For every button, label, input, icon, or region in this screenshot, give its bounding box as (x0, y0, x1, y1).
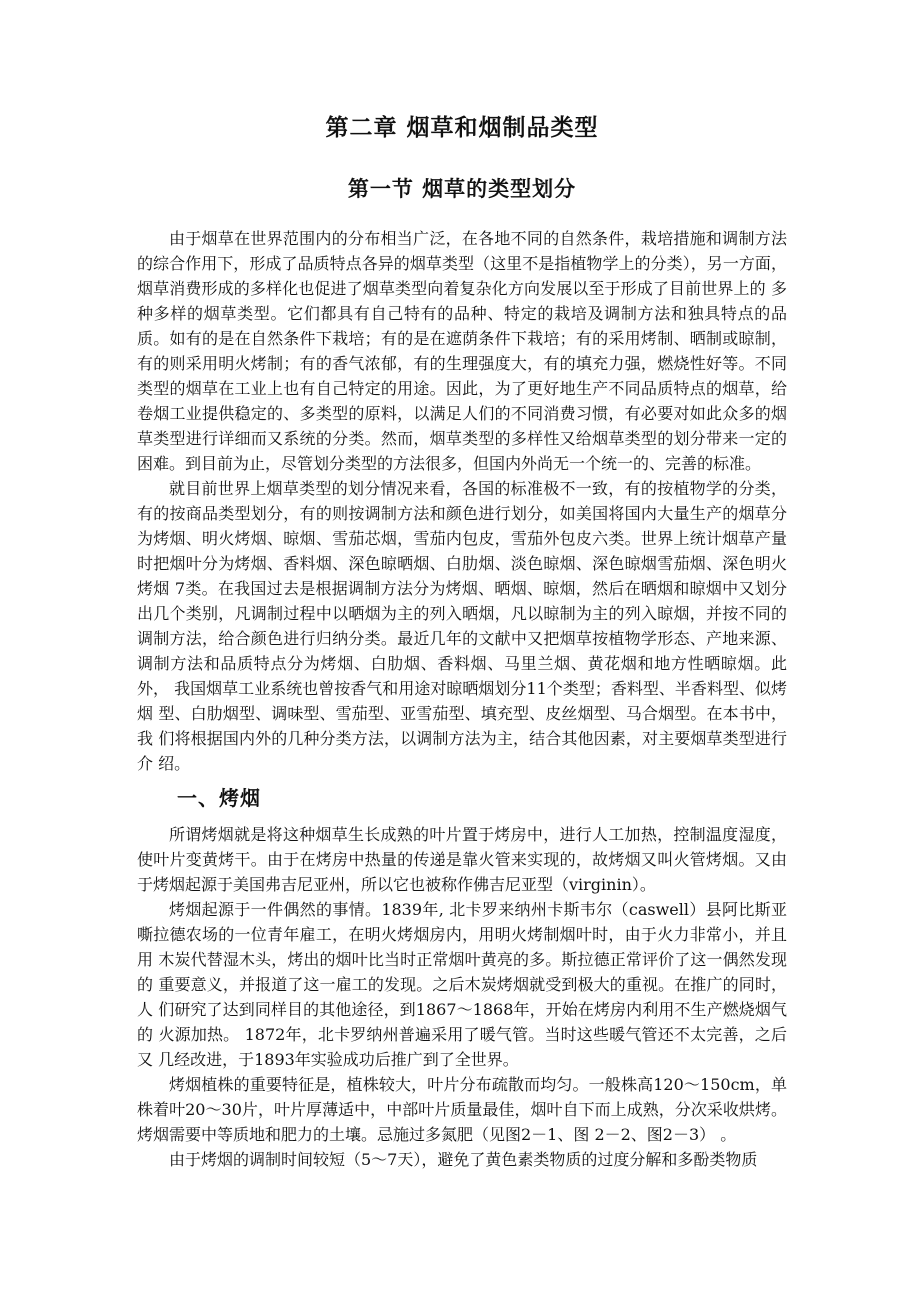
section-title: 第一节 烟草的类型划分 (347, 177, 577, 201)
paragraph: 由于烤烟的调制时间较短（5～7天），避免了黄色素类物质的过度分解和多酚类物质 (169, 1150, 758, 1169)
paragraph: 烤烟起源于一件偶然的事情。1839年, 北卡罗来纳州卡斯韦尔（caswell）县阿比斯亚嘶拉德农场的一位青年雇工，在明火烤烟房内，用明火烤制烟叶时，由于火力非常小，并且用 木炭代替湿木头，烤出的烟叶比当时正常烟叶黄亮的多。斯拉德正常评价了这一偶然发现的 重要意义，并报道了这一雇工的发现。之后木炭烤烟就受到极大的重视。在推广的同时，人 们研究了达到同样目的其他途径，到1867～1868年，开始在烤房内利用不生产燃烧烟气的 火源加热。 1872年，北卡罗纳州普遍采用了暖气管。当时这些暖气管还不太完善，之后又 几经改进，于1893年实验成功后推广到了全世界。 (137, 900, 787, 1069)
subsection-heading: 一、烤烟 (177, 786, 261, 810)
chapter-title: 第二章 烟草和烟制品类型 (325, 115, 599, 141)
paragraph: 烤烟植株的重要特征是，植株较大，叶片分布疏散而均匀。一般株高120～150cm，单株着叶20～30片，叶片厚薄适中，中部叶片质量最佳，烟叶自下而上成熟，分次采收烘烤。烤烟需要中等质地和肥力的土壤。忌施过多氮肥（见图2－1、图 2－2、图2－3） 。 (137, 1075, 787, 1144)
paragraph: 就目前世界上烟草类型的划分情况来看，各国的标准极不一致，有的按植物学的分类， 有的按商品类型划分，有的则按调制方法和颜色进行划分，如美国将国内大量生产的烟草分 为烤烟、明火烤烟、晾烟、雪茄芯烟，雪茄内包皮，雪茄外包皮六类。世界上统计烟草产量 时把烟叶分为烤烟、香料烟、深色晾晒烟、白肋烟、淡色晾烟、深色晾烟雪茄烟、深色明火 烤烟 7类。在我国过去是根据调制方法分为烤烟、晒烟、晾烟，然后在晒烟和晾烟中又划分 出几个类别，凡调制过程中以晒烟为主的列入晒烟，凡以晾制为主的列入晾烟，并按不同的 调制方法，给合颜色进行归纳分类。最近几年的文献中又把烟草按植物学形态、产地来源、 调制方法和品质特点分为烤烟、白肋烟、香料烟、马里兰烟、黄花烟和地方性晒晾烟。此外， 我国烟草工业系统也曾按香气和用途对晾晒烟划分11个类型；香料型、半香料型、似烤烟 型、白肋烟型、调味型、雪茄型、亚雪茄型、填充型、皮丝烟型、马合烟型。在本书中，我 们将根据国内外的几种分类方法，以调制方法为主，结合其他因素，对主要烟草类型进行介 绍。 (137, 479, 787, 773)
document-page (137, 110, 787, 1172)
paragraph: 由于烟草在世界范围内的分布相当广泛，在各地不同的自然条件，栽培措施和调制方法 的综合作用下，形成了品质特点各异的烟草类型（这里不是指植物学上的分类），另一方面， 烟草消费形成的多样化也促进了烟草类型向着复杂化方向发展以至于形成了目前世界上的 多种多样的烟草类型。它们都具有自己特有的品种、特定的栽培及调制方法和独具特点的品 质。如有的是在自然条件下栽培；有的是在遮荫条件下栽培；有的采用烤制、晒制或晾制， 有的则采用明火烤制；有的香气浓郁，有的生理强度大，有的填充力强，燃烧性好等。不同 类型的烟草在工业上也有自己特定的用途。因此，为了更好地生产不同品质特点的烟草，给 卷烟工业提供稳定的、多类型的原料，以满足人们的不同消费习惯，有必要对如此众多的烟 草类型进行详细而又系统的分类。然而，烟草类型的多样性又给烟草类型的划分带来一定的 困难。到目前为止，尽管划分类型的方法很多，但国内外尚无一个统一的、完善的标准。 (137, 229, 787, 473)
paragraph: 所谓烤烟就是将这种烟草生长成熟的叶片置于烤房中，进行人工加热，控制温度湿度， 使叶片变黄烤干。由于在烤房中热量的传递是靠火管来实现的，故烤烟又叫火管烤烟。又由 于烤烟起源于美国弗吉尼亚州，所以它也被称作佛吉尼亚型（virginin）。 (137, 825, 787, 894)
